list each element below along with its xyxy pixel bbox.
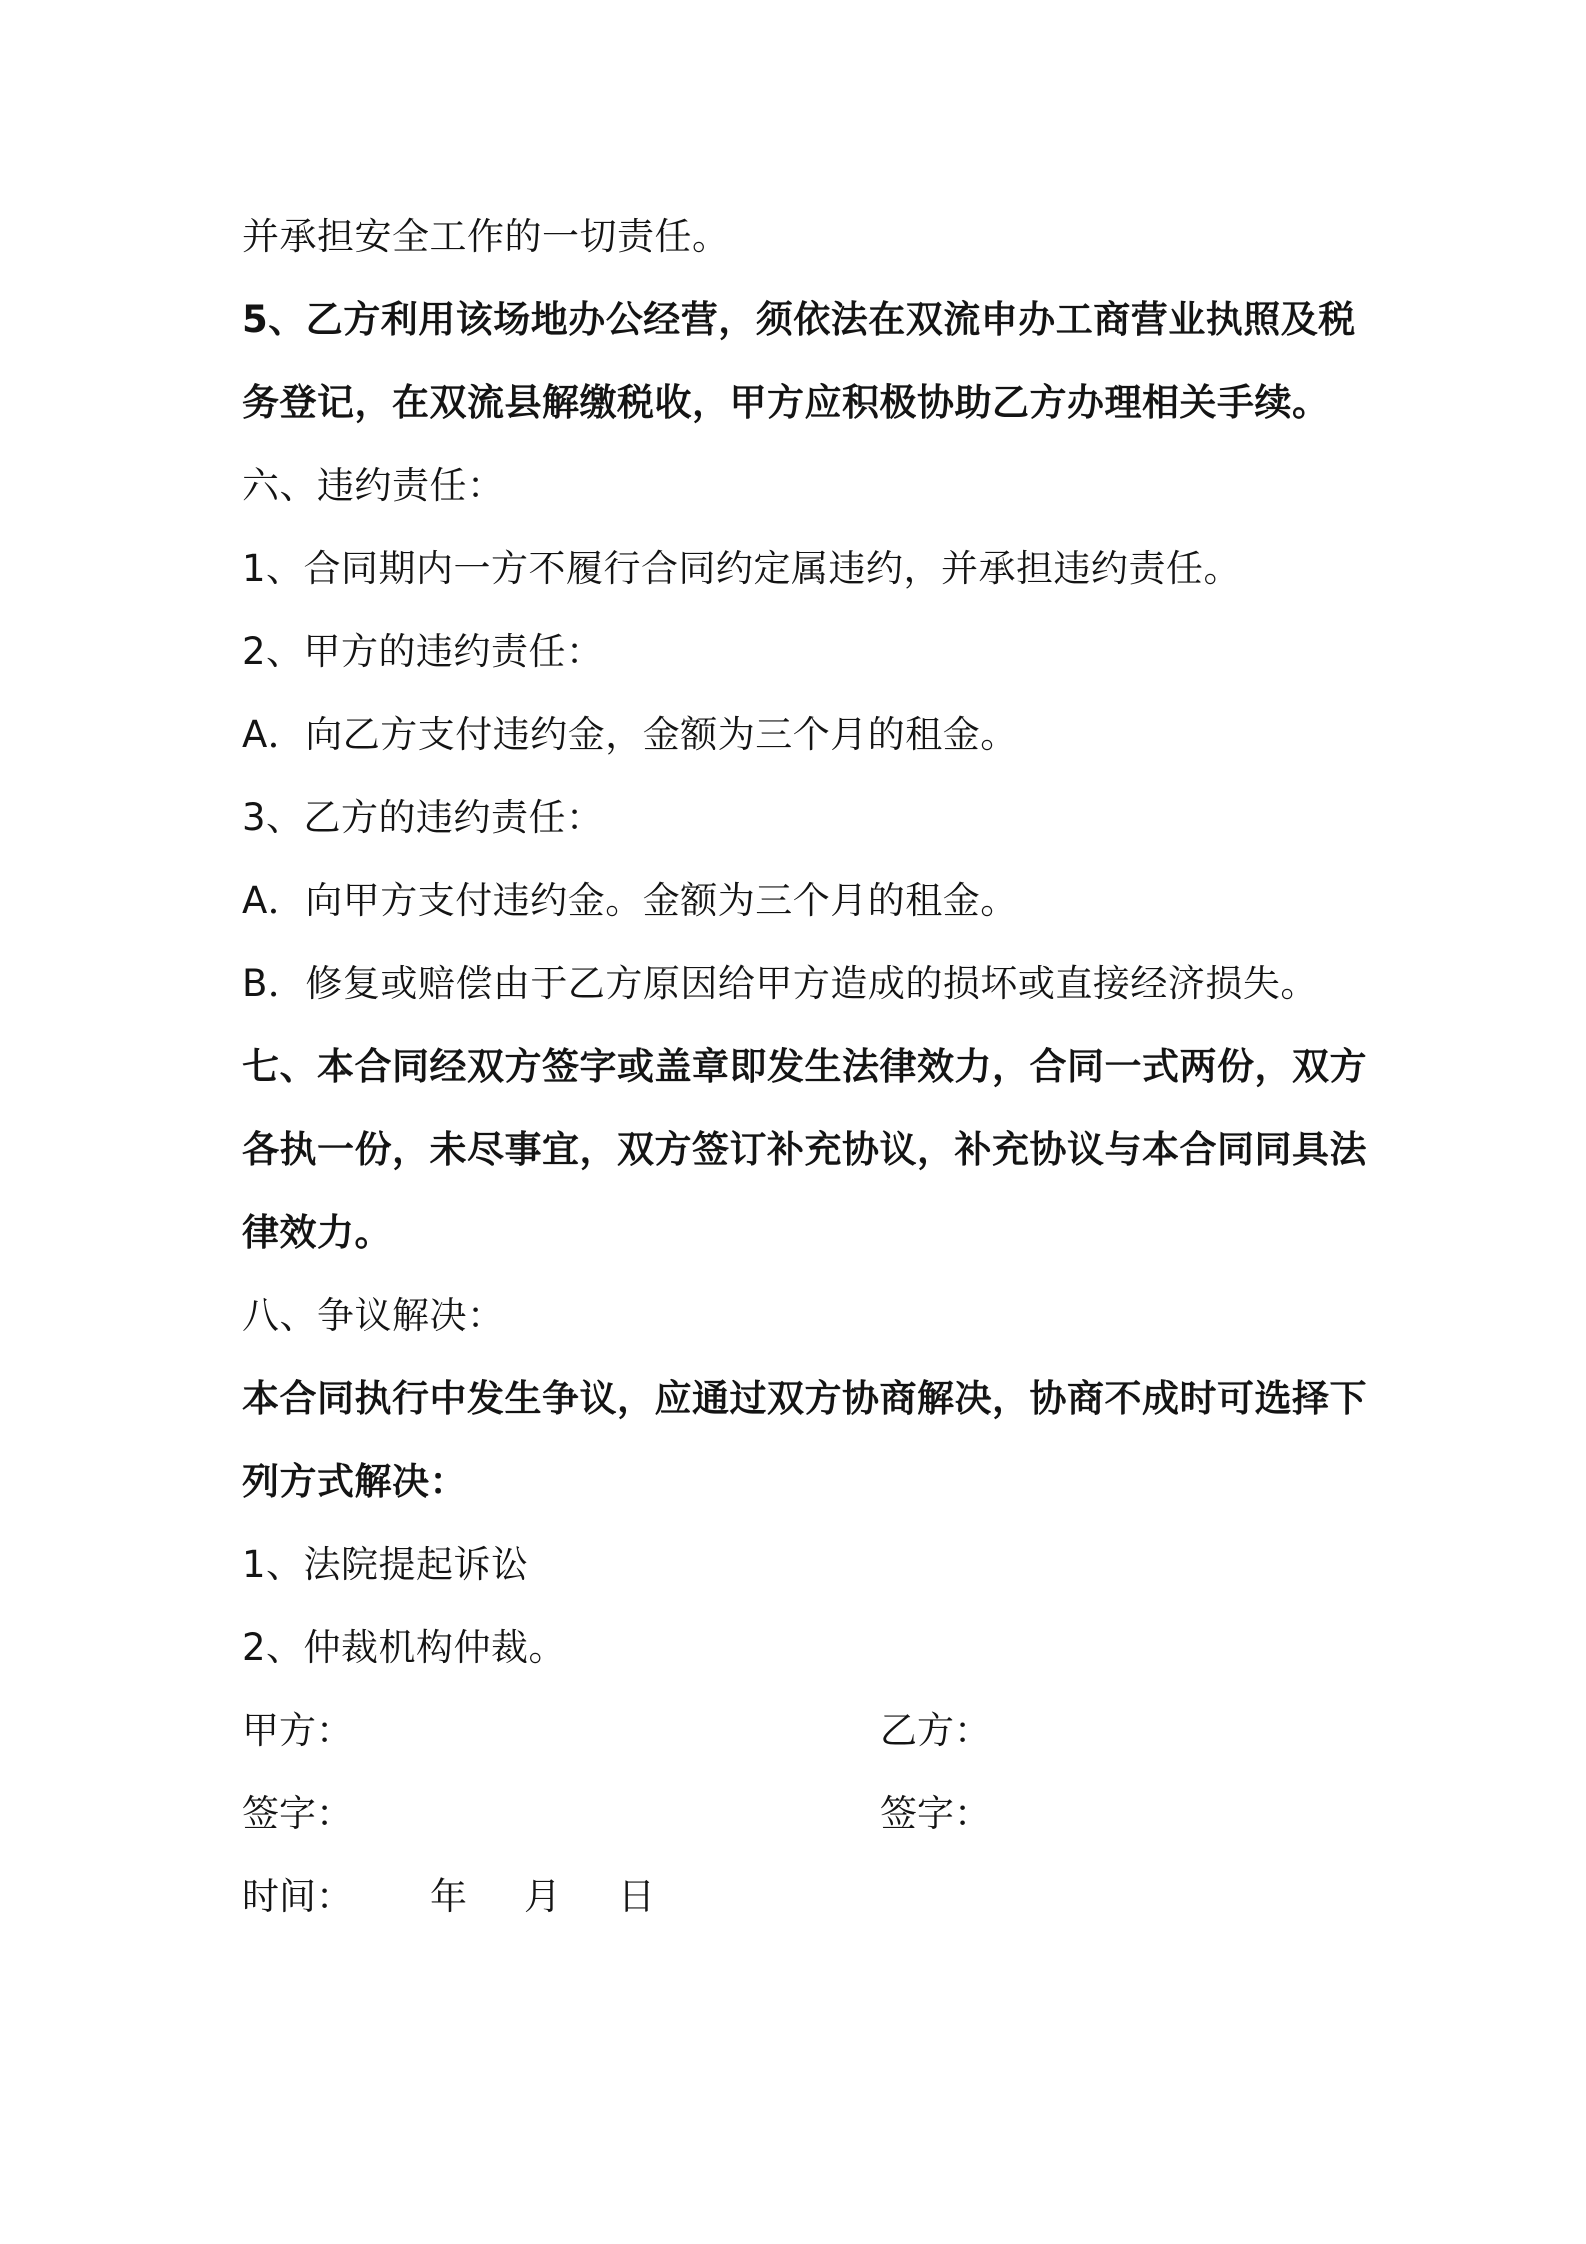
signature-row (242, 1772, 1362, 1855)
sign-a-label: 签字： (242, 1792, 353, 1835)
paragraph-line: 列方式解决： (242, 1460, 467, 1503)
paragraph-line: A．向甲方支付违约金。金额为三个月的租金。 (242, 879, 1018, 922)
paragraph-line: 各执一份，未尽事宜，双方签订补充协议，补充协议与本合同同具法 (242, 1128, 1367, 1171)
date-row (242, 1855, 1362, 1938)
party-b-label: 乙方： (880, 1709, 991, 1752)
paragraph-line: 2、甲方的违约责任： (242, 630, 604, 673)
section-heading: 八、争议解决： (242, 1294, 505, 1337)
paragraph-line: 5、乙方利用该场地办公经营，须依法在双流申办工商营业执照及税 (242, 298, 1356, 341)
paragraph-line: 3、乙方的违约责任： (242, 796, 604, 839)
paragraph-line: 1、法院提起诉讼 (242, 1543, 529, 1586)
time-label: 时间： (242, 1875, 353, 1918)
paragraph-line: B．修复或赔偿由于乙方原因给甲方造成的损坏或直接经济损失。 (242, 962, 1318, 1005)
paragraph-line: 律效力。 (242, 1211, 392, 1254)
party-a-label: 甲方： (242, 1709, 353, 1752)
paragraph-line: 1、合同期内一方不履行合同约定属违约，并承担违约责任。 (242, 547, 1242, 590)
paragraph-line: A．向乙方支付违约金，金额为三个月的租金。 (242, 713, 1018, 756)
month-label: 月 (524, 1875, 561, 1918)
paragraph-line: 2、仲裁机构仲裁。 (242, 1626, 567, 1669)
paragraph-line: 本合同执行中发生争议，应通过双方协商解决，协商不成时可选择下 (242, 1377, 1367, 1420)
sign-b-label: 签字： (880, 1792, 991, 1835)
section-heading: 六、违约责任： (242, 464, 505, 507)
party-row (242, 1689, 1362, 1772)
paragraph-line: 并承担安全工作的一切责任。 (242, 215, 730, 258)
section-heading: 七、本合同经双方签字或盖章即发生法律效力，合同一式两份，双方 (242, 1045, 1367, 1088)
document-body (242, 195, 1367, 1938)
paragraph-line: 务登记，在双流县解缴税收，甲方应积极协助乙方办理相关手续。 (242, 381, 1330, 424)
year-label: 年 (430, 1875, 467, 1918)
day-label: 日 (618, 1875, 655, 1918)
